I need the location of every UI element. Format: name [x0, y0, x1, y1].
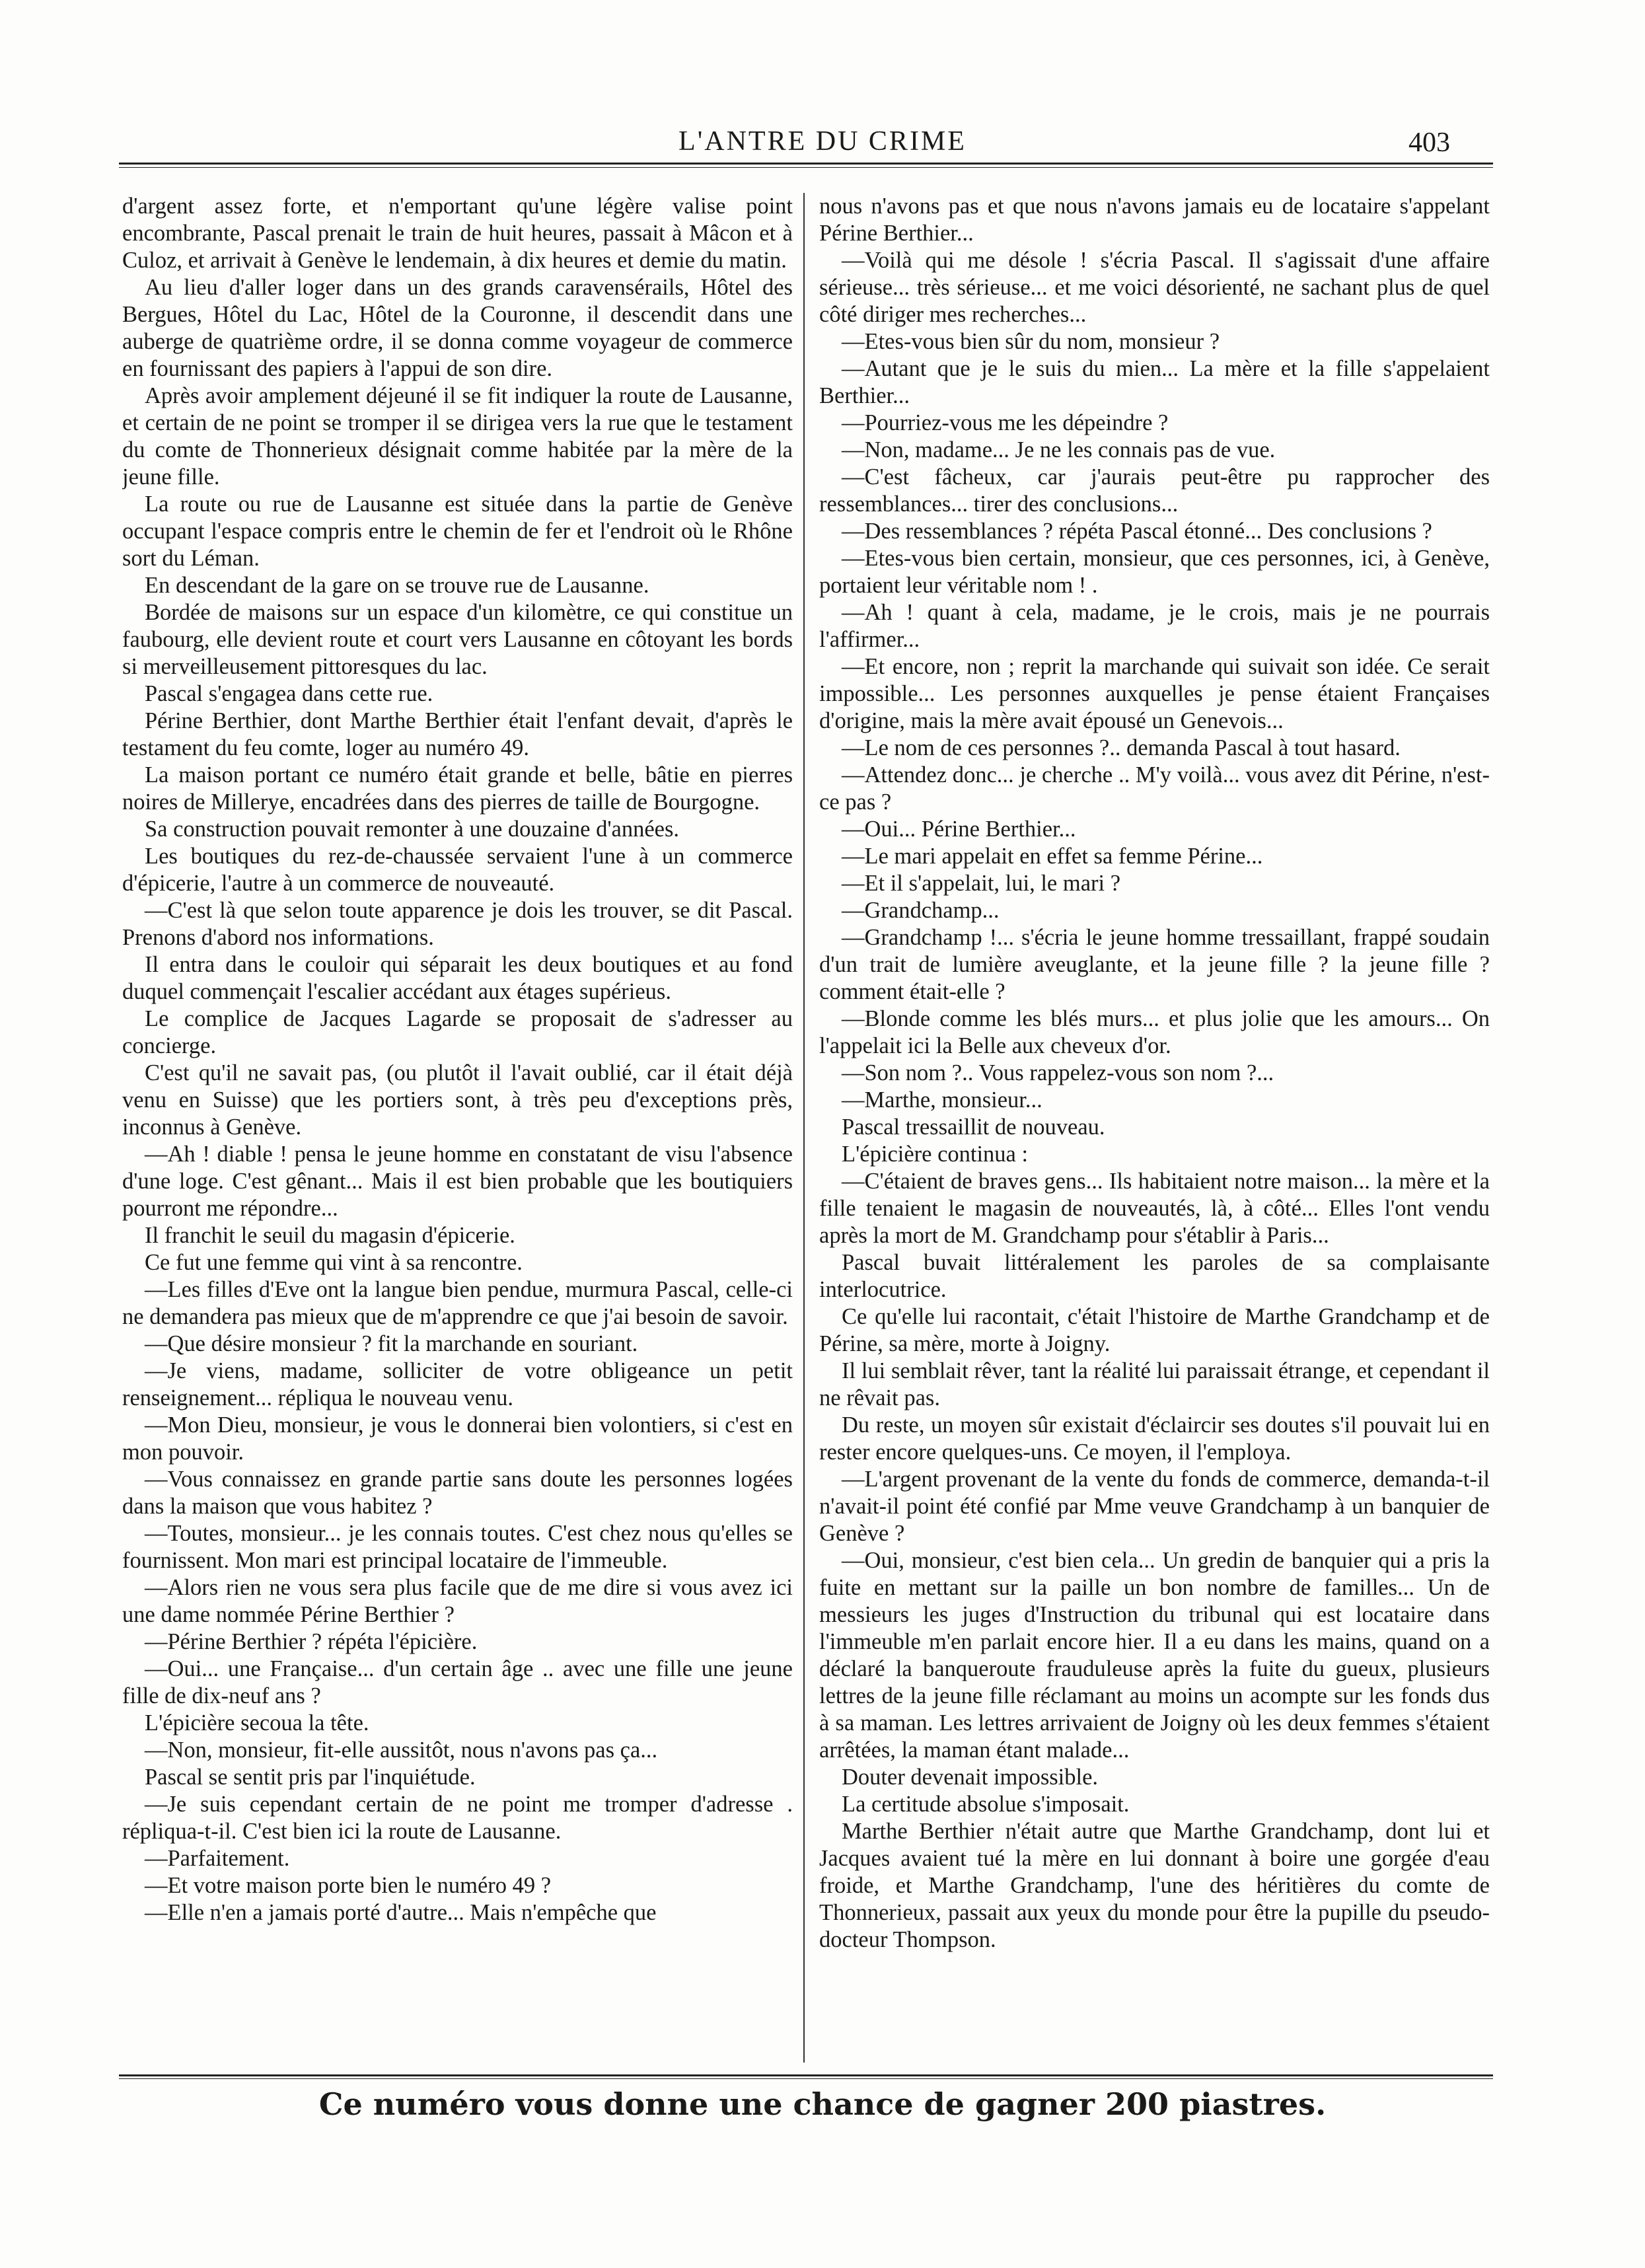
paragraph: La certitude absolue s'imposait. — [842, 1792, 1130, 1817]
paragraph: Ce qu'elle lui racontait, c'était l'histoire de Marthe Grandchamp et de Périne, sa mère, morte à Joigny. — [819, 1304, 1490, 1356]
paragraph: —Grandchamp !... s'écria le jeune homme tressaillant, frappé soudain d'un trait de lumière aveuglante, et la jeune fille ? la jeune fille ? comment était-elle ? — [819, 925, 1490, 1004]
paragraph: Ce fut une femme qui vint à sa rencontre. — [145, 1250, 523, 1275]
footer-rule — [119, 2074, 1493, 2079]
paragraph: —Le nom de ces personnes ?.. demanda Pascal à tout hasard. — [842, 735, 1401, 760]
paragraph: —Je suis cependant certain de ne point me tromper d'adresse . répliqua-t-il. C'est bien ici la route de Lausanne. — [122, 1792, 793, 1844]
paragraph: —Oui, monsieur, c'est bien cela... Un gredin de banquier qui a pris la fuite en mettant sur la paille un bon nombre de familles... Un de messieurs les juges d'Instruction du tribunal qui est locataire dans l'immeuble m'en parlait encore hier. Il a eu dans les mains, quand on a déclaré la banqueroute frauduleuse après la fuite du gueux, plusieurs lettres de la jeune fille réclamant au moins un acompte sur les fonds dus à sa maman. Les lettres arrivaient de Joigny où les deux femmes s'étaient arrêtées, la maman étant malade... — [819, 1548, 1490, 1763]
paragraph: —Blonde comme les blés murs... et plus jolie que les amours... On l'appelait ici la Belle aux cheveux d'or. — [819, 1006, 1490, 1058]
paragraph: —Ah ! quant à cela, madame, je le crois, mais je ne pourrais l'affirmer... — [819, 600, 1490, 652]
paragraph: Périne Berthier, dont Marthe Berthier était l'enfant devait, d'après le testament du feu comte, loger au numéro 49. — [122, 708, 793, 760]
paragraph: —Elle n'en a jamais porté d'autre... Mais n'empêche que — [145, 1900, 657, 1925]
paragraph: —Oui... Périne Berthier... — [842, 817, 1076, 842]
paragraph: L'épicière secoua la tête. — [145, 1710, 369, 1736]
paragraph: Pascal se sentit pris par l'inquiétude. — [145, 1765, 476, 1790]
paragraph: —Marthe, monsieur... — [842, 1087, 1042, 1113]
paragraph: —Et il s'appelait, lui, le mari ? — [842, 871, 1121, 896]
paragraph: —Toutes, monsieur... je les connais toutes. C'est chez nous qu'elles se fournissent. Mon mari est principal locataire de l'immeuble. — [122, 1521, 793, 1573]
paragraph: —C'est fâcheux, car j'aurais peut-être pu rapprocher des ressemblances... tirer des conclusions... — [819, 464, 1490, 517]
paragraph: —Des ressemblances ? répéta Pascal étonné... Des conclusions ? — [842, 519, 1432, 544]
paragraph: En descendant de la gare on se trouve rue de Lausanne. — [145, 573, 649, 598]
paragraph: Il franchit le seuil du magasin d'épicerie. — [145, 1223, 515, 1248]
paragraph: La maison portant ce numéro était grande et belle, bâtie en pierres noires de Millerye, encadrées dans des pierres de taille de Bourgogne. — [122, 762, 793, 815]
paragraph: —Etes-vous bien certain, monsieur, que ces personnes, ici, à Genève, portaient leur véritable nom ! . — [819, 546, 1490, 598]
paragraph: Marthe Berthier n'était autre que Marthe Grandchamp, dont lui et Jacques avaient tué la mère en lui donnant à boire une gorgée d'eau froide, et Marthe Grandchamp, l'une des héritières du comte de Thonnerieux, passait aux yeux du monde pour être la pupille du pseudo-docteur Thompson. — [819, 1819, 1490, 1952]
paragraph: C'est qu'il ne savait pas, (ou plutôt il l'avait oublié, car il était déjà venu en Suisse) que les portiers sont, à très peu d'exceptions près, inconnus à Genève. — [122, 1060, 793, 1140]
paragraph: Après avoir amplement déjeuné il se fit indiquer la route de Lausanne, et certain de ne point se tromper il se dirigea vers la rue que le testament du comte de Thonnerieux désignait comme habitée par la mère de la jeune fille. — [122, 383, 793, 490]
paragraph: —Je viens, madame, solliciter de votre obligeance un petit renseignement... répliqua le nouveau venu. — [122, 1358, 793, 1410]
paragraph: Au lieu d'aller loger dans un des grands caravensérails, Hôtel des Bergues, Hôtel du Lac, Hôtel de la Couronne, il descendit dans une auberge de quatrième ordre, il se donna comme voyageur de commerce en fournissant des papiers à l'appui de son dire. — [122, 275, 793, 381]
footer-notice: Ce numéro vous donne une chance de gagner 200 piastres. — [318, 2086, 1327, 2122]
paragraph: nous n'avons pas et que nous n'avons jamais eu de locataire s'appelant Périne Berthier... — [819, 194, 1490, 246]
paragraph: —Son nom ?.. Vous rappelez-vous son nom ?... — [842, 1060, 1274, 1085]
paragraph: —Les filles d'Eve ont la langue bien pendue, murmura Pascal, celle-ci ne demandera pas mieux que de m'apprendre ce que j'ai besoin de savoir. — [122, 1277, 793, 1329]
paragraph: La route ou rue de Lausanne est située dans la partie de Genève occupant l'espace compris entre le chemin de fer et l'endroit où le Rhône sort du Léman. — [122, 492, 793, 571]
paragraph: Les boutiques du rez-de-chaussée servaient l'une à un commerce d'épicerie, l'autre à un commerce de nouveauté. — [122, 844, 793, 896]
paragraph: —Vous connaissez en grande partie sans doute les personnes logées dans la maison que vous habitez ? — [122, 1467, 793, 1519]
paragraph: —Le mari appelait en effet sa femme Périne... — [842, 844, 1263, 869]
paragraph: Le complice de Jacques Lagarde se proposait de s'adresser au concierge. — [122, 1006, 793, 1058]
paragraph: —Pourriez-vous me les dépeindre ? — [842, 410, 1169, 435]
paragraph: —Grandchamp... — [842, 898, 1000, 923]
paragraph: —Non, monsieur, fit-elle aussitôt, nous n'avons pas ça... — [145, 1738, 658, 1763]
paragraph: —Non, madame... Je ne les connais pas de vue. — [842, 437, 1276, 462]
paragraph: —Etes-vous bien sûr du nom, monsieur ? — [842, 329, 1220, 354]
paragraph: —Autant que je le suis du mien... La mère et la fille s'appelaient Berthier... — [819, 356, 1490, 408]
paragraph: —Et encore, non ; reprit la marchande qui suivait son idée. Ce serait impossible... Les personnes auxquelles je pense étaient Françaises d'origine, mais la mère avait épousé un Genevois... — [819, 654, 1490, 733]
paragraph: d'argent assez forte, et n'emportant qu'une légère valise point encombrante, Pascal prenait le train de huit heures, passait à Mâcon et à Culoz, et arrivait à Genève le lendemain, à dix heures et demie du matin. — [122, 194, 793, 273]
paragraph: Douter devenait impossible. — [842, 1765, 1099, 1790]
paragraph: Il lui semblait rêver, tant la réalité lui paraissait étrange, et cependant il ne rêvait pas. — [819, 1358, 1490, 1410]
paragraph: —Périne Berthier ? répéta l'épicière. — [145, 1629, 478, 1654]
paragraph: Sa construction pouvait remonter à une douzaine d'années. — [145, 817, 680, 842]
paragraph: L'épicière continua : — [842, 1142, 1029, 1167]
paragraph: Pascal s'engagea dans cette rue. — [145, 681, 433, 706]
paragraph: —Alors rien ne vous sera plus facile que de me dire si vous avez ici une dame nommée Périne Berthier ? — [122, 1575, 793, 1627]
paragraph: —Ah ! diable ! pensa le jeune homme en constatant de visu l'absence d'une loge. C'est gênant... Mais il est bien probable que les boutiquiers pourront me répondre... — [122, 1142, 793, 1221]
left-column — [122, 193, 793, 2056]
page-number: 403 — [1408, 128, 1450, 158]
paragraph: —C'est là que selon toute apparence je dois les trouver, se dit Pascal. Prenons d'abord nos informations. — [122, 898, 793, 950]
paragraph: —Attendez donc... je cherche .. M'y voilà... vous avez dit Périne, n'est-ce pas ? — [819, 762, 1490, 815]
paragraph: —Mon Dieu, monsieur, je vous le donnerai bien volontiers, si c'est en mon pouvoir. — [122, 1412, 793, 1465]
paragraph: —Oui... une Française... d'un certain âge .. avec une fille une jeune fille de dix-neuf ans ? — [122, 1656, 793, 1708]
paragraph: Bordée de maisons sur un espace d'un kilomètre, ce qui constitue un faubourg, elle devient route et court vers Lausanne en côtoyant les bords si merveilleusement pittoresques du lac. — [122, 600, 793, 679]
paragraph: —Et votre maison porte bien le numéro 49 ? — [145, 1873, 552, 1898]
header-rule — [119, 163, 1493, 168]
paragraph: —Parfaitement. — [145, 1846, 290, 1871]
column-divider — [803, 193, 805, 2063]
paragraph: Pascal buvait littéralement les paroles de sa complaisante interlocutrice. — [819, 1250, 1490, 1302]
paragraph: Pascal tressaillit de nouveau. — [842, 1115, 1105, 1140]
paragraph: —Voilà qui me désole ! s'écria Pascal. Il s'agissait d'une affaire sérieuse... très sérieuse... et me voici désorienté, ne sachant plus de quel côté diriger mes recherches... — [819, 248, 1490, 327]
right-column — [819, 193, 1490, 2056]
running-header-title: L'ANTRE DU CRIME — [678, 126, 967, 157]
paragraph: —L'argent provenant de la vente du fonds de commerce, demanda-t-il n'avait-il point été confié par Mme veuve Grandchamp à un banquier de Genève ? — [819, 1467, 1490, 1546]
paragraph: —Que désire monsieur ? fit la marchande en souriant. — [145, 1331, 638, 1356]
paragraph: Il entra dans le couloir qui séparait les deux boutiques et au fond duquel commençait l'escalier accédant aux étages supérieus. — [122, 952, 793, 1004]
paragraph: Du reste, un moyen sûr existait d'éclaircir ses doutes s'il pouvait lui en rester encore quelques-uns. Ce moyen, il l'employa. — [819, 1412, 1490, 1465]
paragraph: —C'étaient de braves gens... Ils habitaient notre maison... la mère et la fille tenaient le magasin de nouveautés, là, à côté... Elles l'ont vendu après la mort de M. Grandchamp pour s'établir à Paris... — [819, 1169, 1490, 1248]
